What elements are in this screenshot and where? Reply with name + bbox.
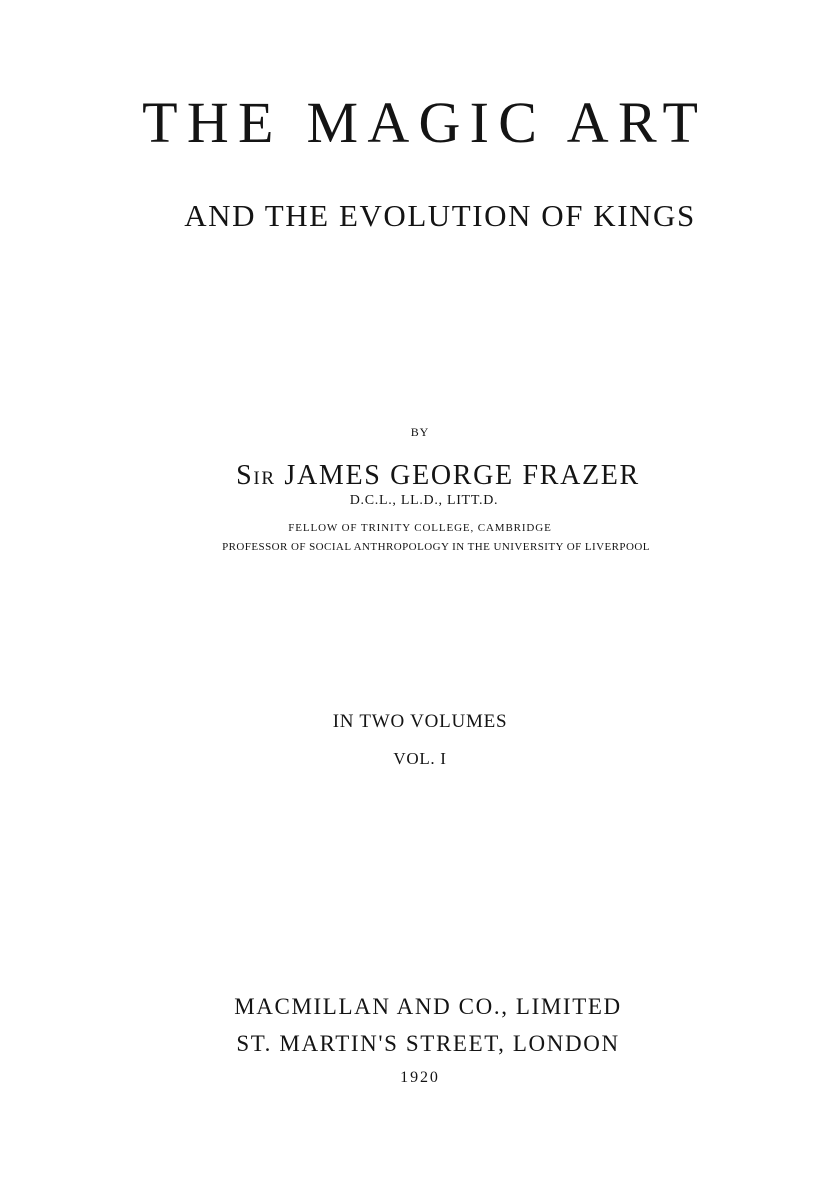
book-title: THE MAGIC ART	[142, 90, 708, 155]
publication-year: 1920	[400, 1069, 440, 1086]
author-degrees: D.C.L., LL.D., LITT.D.	[349, 493, 499, 508]
publisher-address: ST. MARTIN'S STREET, LONDON	[236, 1031, 620, 1056]
volume-count: IN TWO VOLUMES	[332, 711, 508, 732]
author-prefix-initial: S	[236, 460, 254, 491]
volume-number: VOL. I	[393, 749, 447, 768]
author-full-name: JAMES GEORGE FRAZER	[284, 460, 640, 491]
author-name	[18, 462, 840, 490]
publisher-name: MACMILLAN AND CO., LIMITED	[234, 994, 622, 1019]
by-line: BY	[410, 425, 430, 439]
affiliation-professor: PROFESSOR OF SOCIAL ANTHROPOLOGY IN THE UNIVERSITY OF LIVERPOOL	[222, 541, 650, 553]
affiliation-fellow: FELLOW OF TRINITY COLLEGE, CAMBRIDGE	[288, 522, 552, 534]
author-prefix-rest: IR	[253, 468, 276, 489]
book-subtitle: AND THE EVOLUTION OF KINGS	[184, 198, 696, 233]
